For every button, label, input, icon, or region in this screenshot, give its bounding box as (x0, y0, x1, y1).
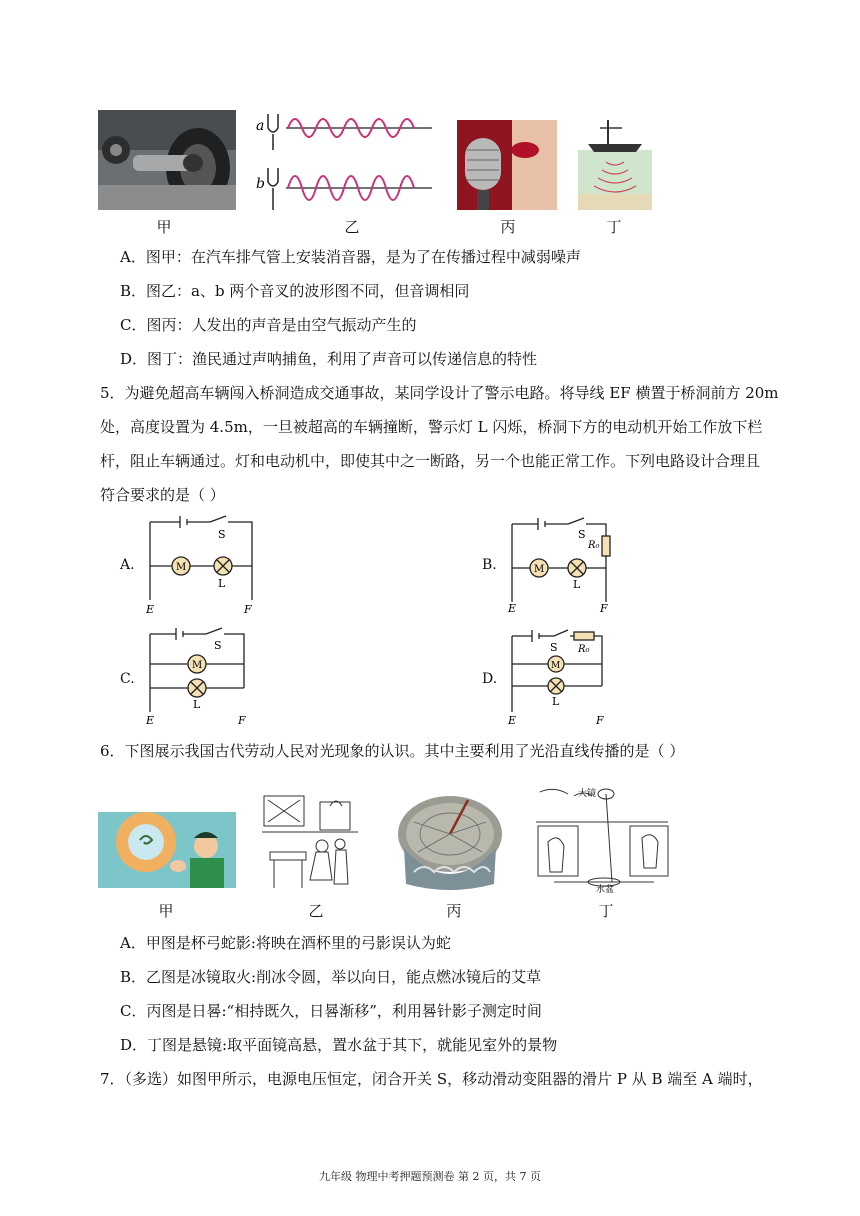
svg-text:M: M (192, 660, 203, 671)
svg-text:S: S (550, 641, 558, 654)
q6-option-a: A．甲图是杯弓蛇影:将映在酒杯里的弓影误认为蛇 (120, 934, 451, 952)
image-tuning-fork-waves (252, 106, 437, 216)
q6-caption-jia: 甲 (158, 902, 174, 920)
q6-caption-bing: 丙 (446, 902, 462, 920)
svg-text:M: M (534, 564, 545, 575)
caption-bing: 丙 (500, 218, 516, 236)
circuit-option-d-label: D. (482, 671, 498, 687)
q6-option-b: B．乙图是冰镜取火:削冰令圆，举以向日，能点燃冰镜后的艾草 (120, 968, 542, 986)
svg-text:L: L (552, 695, 560, 708)
circuit-option-a-label: A. (120, 557, 135, 573)
svg-text:E: E (508, 714, 517, 727)
caption-jia: 甲 (156, 218, 172, 236)
q6-caption-ding: 丁 (598, 902, 614, 920)
image-hanging-mirror (534, 782, 672, 894)
q5-line-1: 5．为避免超高车辆闯入桥洞造成交通事故，某同学设计了警示电路。将导线 EF 横置于桥洞前方 20m (100, 384, 779, 402)
svg-text:L: L (573, 578, 581, 591)
label-water-basin: 水盆 (596, 885, 615, 894)
circuit-c (140, 622, 252, 732)
circuit-d (502, 624, 614, 732)
svg-text:L: L (193, 698, 201, 711)
svg-text:R₀: R₀ (578, 644, 590, 655)
q6-question: 6．下图展示我国古代劳动人民对光现象的认识。其中主要利用了光沿直线传播的是（ ） (100, 742, 685, 760)
q7-text: 7．（多选）如图甲所示，电源电压恒定，闭合开关 S，移动滑动变阻器的滑片 P 从 B 端至 A 端时， (100, 1070, 763, 1088)
wave-label-a: a (256, 118, 265, 134)
circuit-b (502, 512, 622, 620)
q6-option-c: C．丙图是日晷:“相持既久，日晷渐移”，利用晷针影子测定时间 (120, 1002, 542, 1020)
svg-text:M: M (176, 562, 187, 573)
svg-text:E: E (508, 602, 517, 615)
caption-yi: 乙 (344, 218, 360, 236)
svg-text:S: S (214, 639, 222, 652)
q4-option-d: D．图丁：渔民通过声呐捕鱼，利用了声音可以传递信息的特性 (120, 350, 538, 368)
image-microphone-singer (457, 120, 557, 210)
svg-text:E: E (146, 714, 155, 727)
q5-line-2: 处，高度设置为 4.5m，一旦被超高的车辆撞断，警示灯 L 闪烁，桥洞下方的电动机开始工作放下栏 (100, 418, 763, 436)
svg-text:F: F (238, 714, 246, 727)
q6-caption-yi: 乙 (308, 902, 324, 920)
svg-text:S: S (578, 528, 586, 541)
image-sundial (394, 792, 506, 894)
q4-option-b: B．图乙：a、b 两个音叉的波形图不同，但音调相同 (120, 282, 470, 300)
image-ice-lens (260, 792, 360, 892)
page-footer: 九年级 物理中考押题预测卷 第 2 页，共 7 页 (319, 1170, 541, 1183)
q4-option-c: C．图丙：人发出的声音是由空气振动产生的 (120, 316, 417, 334)
svg-text:F: F (596, 714, 604, 727)
svg-text:F: F (600, 602, 608, 615)
circuit-a (140, 510, 270, 620)
svg-text:F: F (244, 603, 252, 616)
image-cup-bow-snake (98, 812, 236, 888)
svg-text:M: M (551, 661, 561, 671)
q4-option-a: A．图甲：在汽车排气管上安装消音器，是为了在传播过程中减弱噪声 (120, 248, 581, 266)
q5-line-3: 杆，阻止车辆通过。灯和电动机中，即使其中之一断路，另一个也能正常工作。下列电路设计合理且 (100, 452, 761, 470)
svg-text:R₀: R₀ (588, 540, 600, 551)
image-sonar-boat (578, 114, 652, 210)
wave-label-b: b (256, 176, 265, 192)
svg-text:L: L (218, 577, 226, 590)
svg-text:S: S (218, 528, 226, 541)
circuit-option-c-label: C. (120, 671, 135, 687)
svg-text:E: E (146, 603, 155, 616)
image-exhaust-pipe (98, 110, 236, 210)
q5-line-4: 符合要求的是（ ） (100, 486, 225, 504)
circuit-option-b-label: B. (482, 557, 497, 573)
label-big-mirror: 大镜 (578, 789, 597, 799)
caption-ding: 丁 (606, 218, 622, 236)
q6-option-d: D．丁图是悬镜:取平面镜高悬，置水盆于其下，就能见室外的景物 (120, 1036, 558, 1054)
